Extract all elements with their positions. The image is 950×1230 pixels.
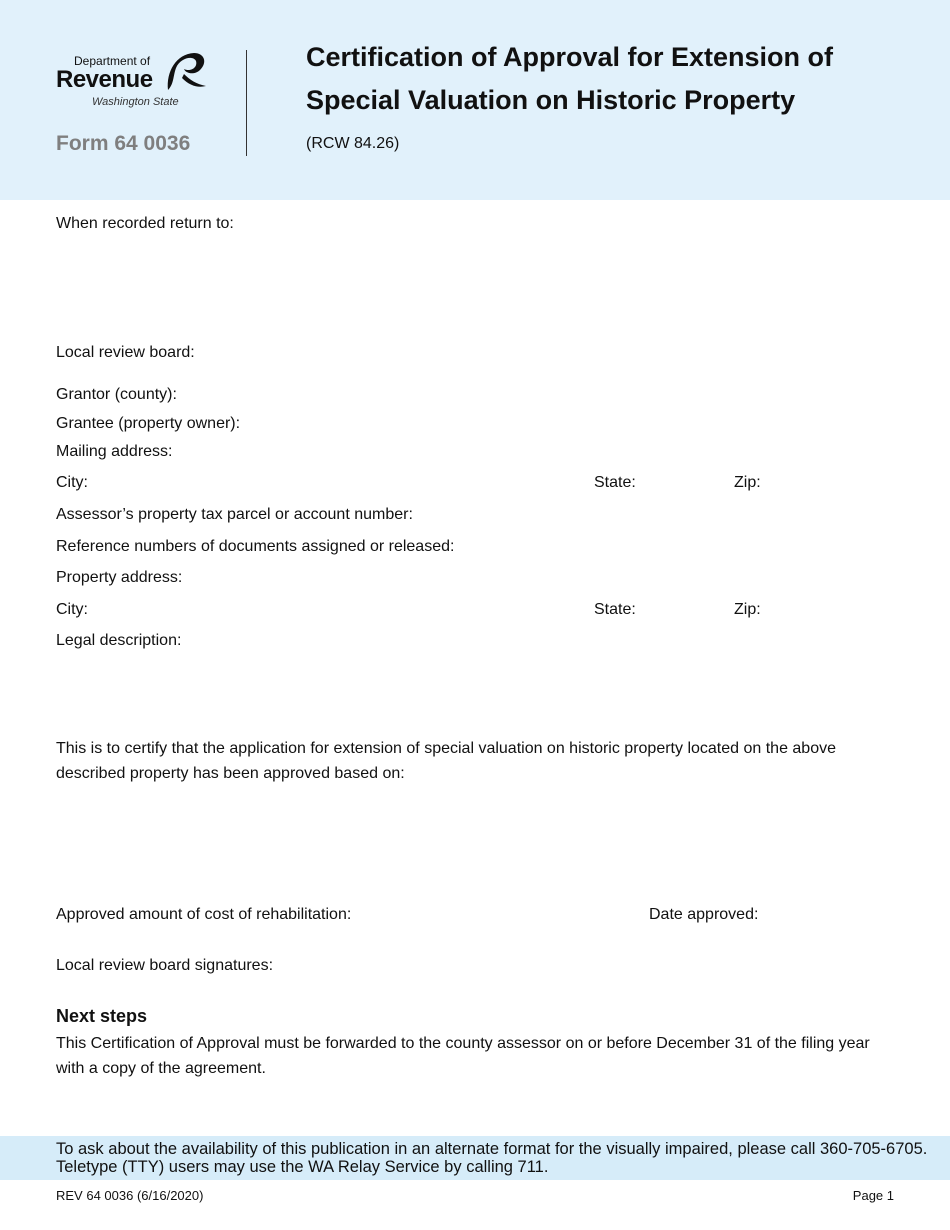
mailing-zip-label: Zip: [734, 474, 761, 491]
certification-text: This is to certify that the application for extension of special valuation on historic property located on the above described property has been approved based on: [56, 740, 836, 782]
title-line-1: Certification of Approval for Extension of [306, 42, 834, 72]
header-band [0, 0, 950, 200]
form-number: Form 64 0036 [56, 132, 191, 155]
mailing-state-label: State: [594, 474, 636, 491]
revision-code: REV 64 0036 (6/16/2020) [56, 1188, 204, 1203]
statute-reference: (RCW 84.26) [306, 135, 400, 152]
logo-agency: Revenue [56, 66, 153, 93]
header-divider [246, 50, 247, 156]
property-zip-label: Zip: [734, 601, 761, 618]
revenue-logo-icon [162, 50, 208, 94]
grantor-label: Grantor (county): [56, 386, 177, 403]
logo-state: Washington State [92, 96, 179, 108]
mailing-address-label: Mailing address: [56, 443, 173, 460]
page-title [306, 36, 906, 122]
signatures-label: Local review board signatures: [56, 957, 274, 974]
local-review-board-label: Local review board: [56, 344, 195, 361]
recorded-return-label: When recorded return to: [56, 215, 234, 232]
property-city-label: City: [56, 601, 88, 618]
grantee-label: Grantee (property owner): [56, 415, 241, 432]
parcel-number-label: Assessor’s property tax parcel or account number: [56, 506, 413, 523]
reference-numbers-label: Reference numbers of documents assigned or released: [56, 538, 455, 555]
date-approved-label: Date approved: [649, 906, 759, 923]
legal-description-label: Legal description: [56, 632, 182, 649]
dor-logo [56, 50, 216, 112]
accessibility-notice: To ask about the availability of this publication in an alternate format for the visually impaired, please call 360-705-6705. Teletype (TTY) users may use the WA Relay Service by calling 711. [56, 1140, 928, 1176]
property-address-label: Property address: [56, 569, 183, 586]
next-steps-text: This Certification of Approval must be forwarded to the county assessor on or before December 31 of the filing year with a copy of the agreement. [56, 1035, 870, 1077]
title-line-2: Special Valuation on Historic Property [306, 85, 796, 115]
logo-department: Department of [74, 54, 151, 68]
page-number: Page 1 [852, 1188, 894, 1203]
next-steps-heading: Next steps [56, 1006, 148, 1026]
mailing-city-label: City: [56, 474, 88, 491]
property-state-label: State: [594, 601, 636, 618]
approved-amount-label: Approved amount of cost of rehabilitation: [56, 906, 352, 923]
